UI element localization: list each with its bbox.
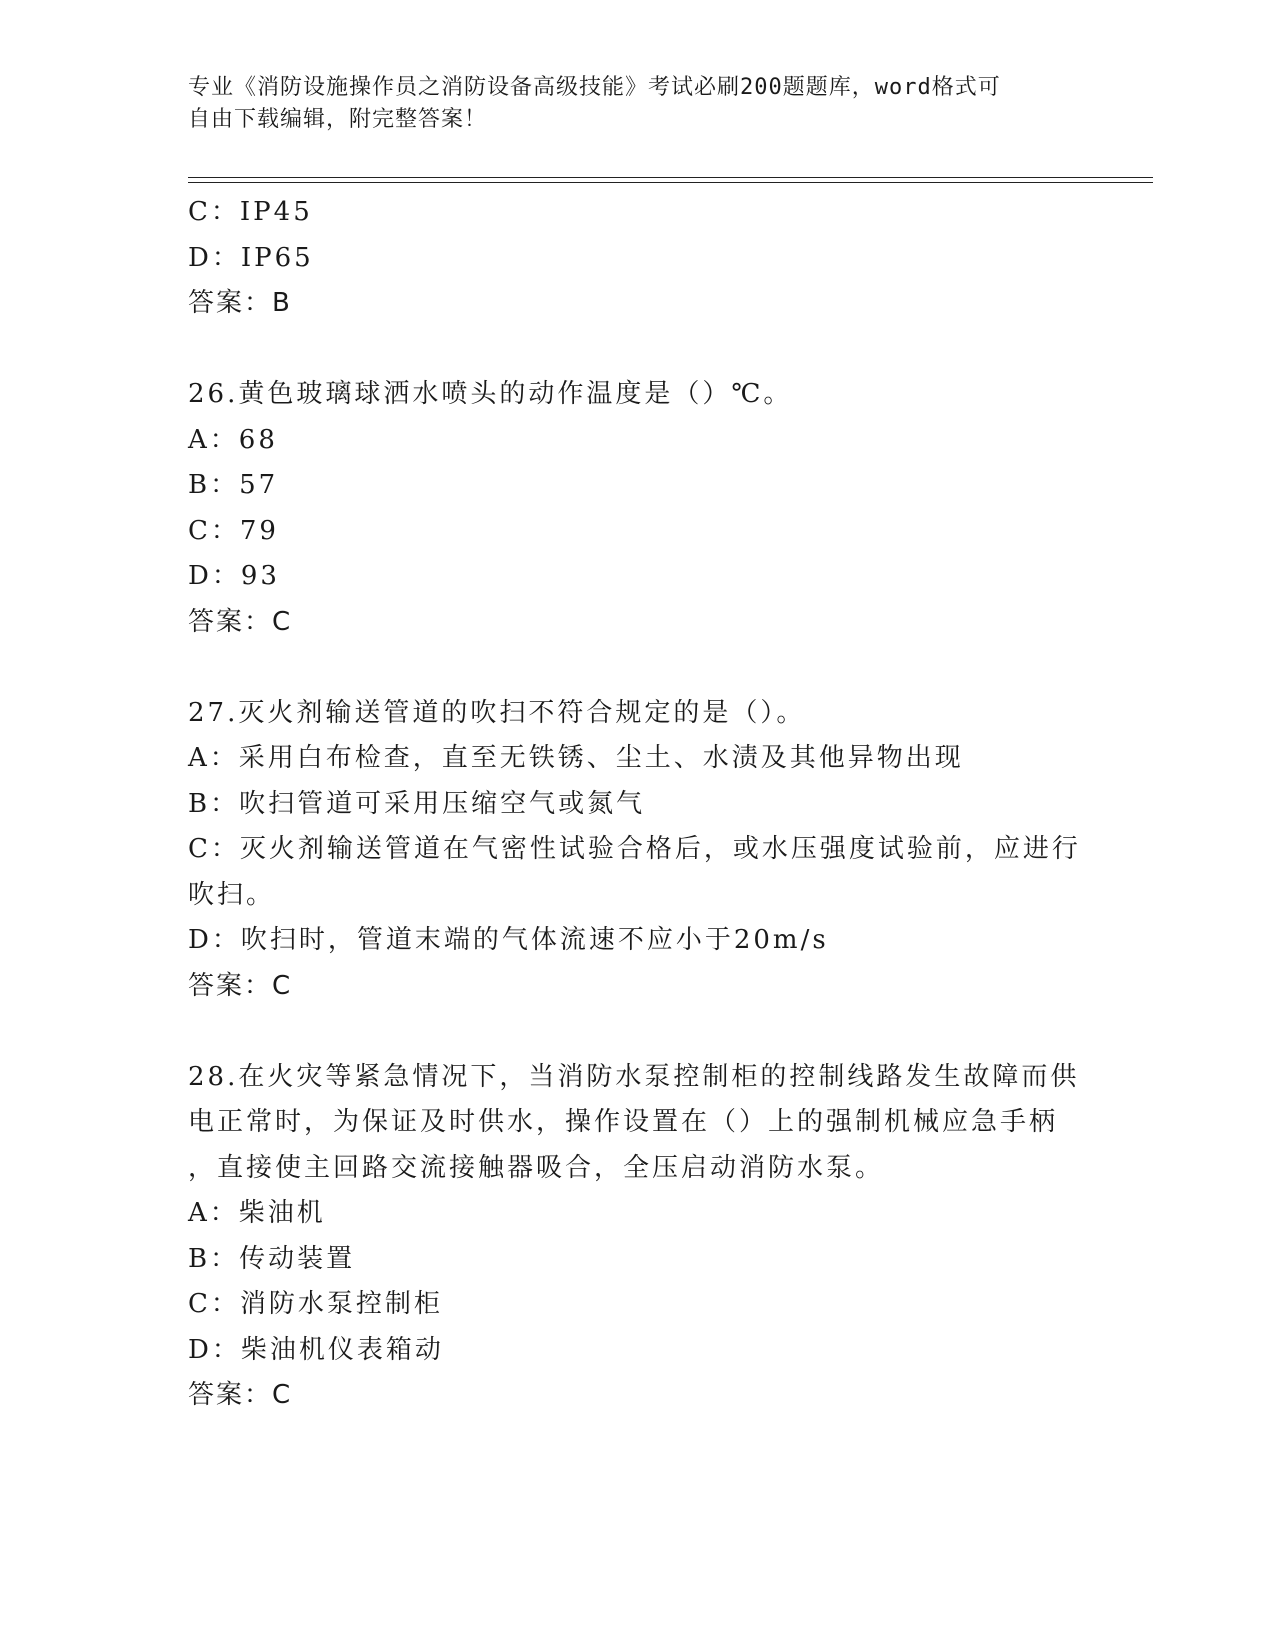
answer-line: 答案：C	[188, 970, 293, 1001]
question-stem-continued: 电正常时，为保证及时供水，操作设置在（）上的强制机械应急手柄	[188, 1107, 1059, 1137]
question-spacer	[188, 1009, 1088, 1055]
header-divider-top	[188, 177, 1153, 178]
answer-line: 答案：B	[188, 288, 292, 318]
question-28	[188, 1055, 1088, 1419]
option-b: B：吹扫管道可采用压缩空气或氮气	[188, 788, 646, 819]
header-title-line-1: 专业《消防设施操作员之消防设备高级技能》考试必刷200题题库，word格式可	[188, 75, 1001, 100]
answer-line: 答案：C	[188, 606, 293, 637]
option-d: D：93	[188, 561, 280, 591]
option-c-continued: 吹扫。	[188, 879, 276, 910]
answer-line: 答案：C	[188, 1380, 293, 1410]
option-b: B：57	[188, 470, 279, 500]
option-c: C：灭火剂输送管道在气密性试验合格后，或水压强度试验前，应进行	[188, 834, 1081, 864]
question-stem: 28.在火灾等紧急情况下，当消防水泵控制柜的控制线路发生故障而供	[188, 1061, 1080, 1092]
question-27	[188, 691, 1088, 1010]
question-stem: 27.灭火剂输送管道的吹扫不符合规定的是（）。	[188, 697, 806, 728]
question-stem-continued: ，直接使主回路交流接触器吸合，全压启动消防水泵。	[188, 1152, 885, 1183]
question-spacer	[188, 327, 1088, 373]
option-c: C：79	[188, 515, 279, 546]
question-spacer	[188, 645, 1088, 691]
option-a: A：柴油机	[188, 1198, 326, 1228]
question-25-tail	[188, 190, 1088, 327]
header-title-line-2: 自由下载编辑，附完整答案！	[188, 107, 488, 132]
document-header	[188, 72, 1088, 136]
header-divider-bottom	[188, 182, 1153, 183]
question-list	[188, 190, 1088, 1419]
question-stem: 26.黄色玻璃球洒水喷头的动作温度是（）℃。	[188, 379, 793, 409]
option-c: C：IP45	[188, 197, 313, 227]
question-26	[188, 372, 1088, 645]
option-d: D：柴油机仪表箱动	[188, 1334, 444, 1365]
option-b: B：传动装置	[188, 1243, 356, 1274]
option-a: A：68	[188, 424, 278, 455]
option-d: D：吹扫时，管道末端的气体流速不应小于20m/s	[188, 925, 829, 955]
option-c: C：消防水泵控制柜	[188, 1289, 443, 1319]
option-a: A：采用白布检查，直至无铁锈、尘土、水渍及其他异物出现	[188, 743, 964, 773]
option-d: D：IP65	[188, 242, 314, 273]
